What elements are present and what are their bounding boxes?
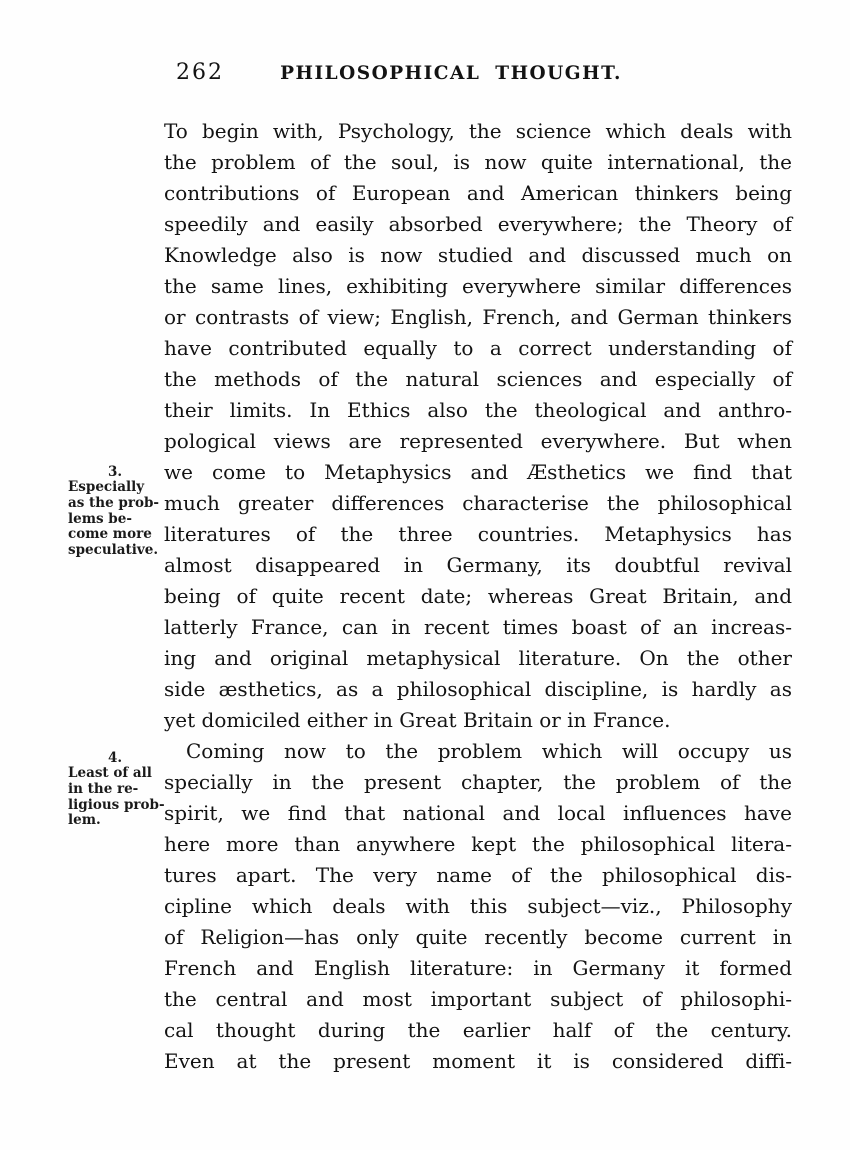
margin-note-4-number: 4. <box>107 750 123 766</box>
text-line: Even at the present moment it is considered diffi- <box>164 1049 792 1073</box>
text-line: the same lines, exhibiting everywhere similar differences <box>164 274 792 298</box>
text-line: or contrasts of view; English, French, and German thinkers <box>164 305 792 329</box>
margin-note-4 <box>68 750 165 829</box>
running-title: PHILOSOPHICAL THOUGHT. <box>280 63 622 84</box>
text-line: we come to Metaphysics and Æsthetics we find that <box>164 460 792 484</box>
text-line: lem. <box>68 812 101 829</box>
paragraph-1 <box>164 116 792 736</box>
text-line: spirit, we find that national and local influences have <box>164 801 792 825</box>
text-line: pological views are represented everywhere. But when <box>164 429 792 453</box>
text-line: here more than anywhere kept the philosophical litera- <box>164 832 792 856</box>
text-line: Especially <box>68 479 145 495</box>
text-line: Knowledge also is now studied and discussed much on <box>164 243 792 267</box>
text-line: Coming now to the problem which will occupy us <box>186 739 792 763</box>
text-line: side æsthetics, as a philosophical discipline, is hardly as <box>164 677 792 701</box>
text-line: speculative. <box>68 542 159 559</box>
text-line: French and English literature: in Germany it formed <box>164 956 792 980</box>
text-line: have contributed equally to a correct understanding of <box>164 336 792 360</box>
margin-note-4-text <box>68 765 165 829</box>
text-line: speedily and easily absorbed everywhere; the Theory of <box>164 212 792 236</box>
text-line: Least of all <box>68 765 152 781</box>
body-text <box>164 116 792 1077</box>
text-line: their limits. In Ethics also the theological and anthro- <box>164 398 792 422</box>
text-line: yet domiciled either in Great Britain or in France. <box>164 708 671 732</box>
margin-note-3-number: 3. <box>107 464 123 480</box>
text-line: almost disappeared in Germany, its doubtful revival <box>164 553 792 577</box>
text-line: as the prob- <box>68 494 159 511</box>
text-line: contributions of European and American thinkers being <box>164 181 792 205</box>
text-line: tures apart. The very name of the philosophical dis- <box>164 863 792 887</box>
text-line: the central and most important subject of philosophi- <box>164 987 792 1011</box>
paragraph-2 <box>164 736 792 1077</box>
text-line: cipline which deals with this subject—viz., Philosophy <box>164 894 792 918</box>
text-line: literatures of the three countries. Metaphysics has <box>164 522 792 546</box>
text-line: ligious prob- <box>68 796 165 813</box>
text-line: specially in the present chapter, the problem of the <box>164 770 792 794</box>
text-line: of Religion—has only quite recently become current in <box>164 925 792 949</box>
text-line: ing and original metaphysical literature. On the other <box>164 646 792 670</box>
text-line: in the re- <box>68 780 139 797</box>
text-line: the methods of the natural sciences and especially of <box>164 367 792 391</box>
text-line: lems be- <box>68 510 132 527</box>
text-line: latterly France, can in recent times boast of an increas- <box>164 615 792 639</box>
text-line: come more <box>68 526 152 543</box>
text-line: To begin with, Psychology, the science which deals with <box>164 119 792 143</box>
margin-note-3 <box>68 464 162 559</box>
text-line: much greater differences characterise the philosophical <box>164 491 792 515</box>
text-line: being of quite recent date; whereas Great Britain, and <box>164 584 792 608</box>
margin-note-3-text <box>68 480 162 559</box>
text-line: the problem of the soul, is now quite international, the <box>164 150 792 174</box>
text-line: cal thought during the earlier half of the century. <box>164 1018 792 1042</box>
page-number: 262 <box>176 60 224 85</box>
